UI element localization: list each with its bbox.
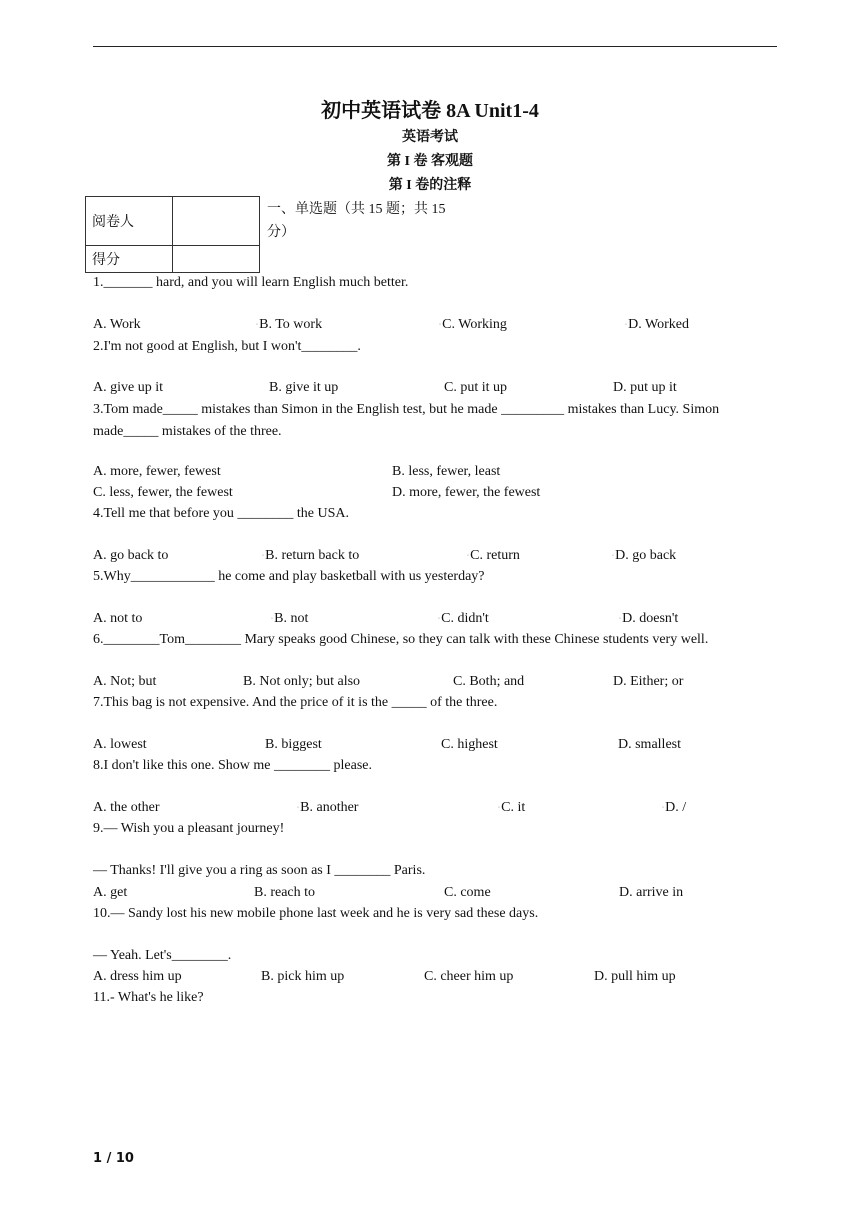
option: A. not to <box>93 611 143 626</box>
score-cell <box>173 246 260 273</box>
question-stem: 6.________Tom________ Mary speaks good Chinese, so they can talk with these Chinese students very well. <box>93 632 709 647</box>
question-stem: 1._______ hard, and you will learn English much better. <box>93 275 409 290</box>
reviewer-label: 阅卷人 <box>86 197 173 246</box>
option: B. give it up <box>269 380 339 395</box>
option: A. lowest <box>93 737 147 752</box>
radio-dot-icon: ◦ <box>662 804 665 811</box>
exam-subtitle: 英语考试 <box>402 130 458 145</box>
question-stem-reply: — Yeah. Let's________. <box>93 948 232 963</box>
option: A. dress him up <box>93 969 182 984</box>
option: C. come <box>444 885 491 900</box>
option: ◦C. it <box>498 800 526 815</box>
option: D. more, fewer, the fewest <box>392 485 541 500</box>
option: B. biggest <box>265 737 322 752</box>
radio-dot-icon: ◦ <box>612 552 615 559</box>
option: ◦D. go back <box>612 548 677 563</box>
question-stem-reply: — Thanks! I'll give you a ring as soon as I ________ Paris. <box>93 863 426 878</box>
score-table <box>85 196 260 273</box>
option: ◦B. return back to <box>262 548 360 563</box>
question-stem: 2.I'm not good at English, but I won't________. <box>93 339 361 354</box>
option: A. the other <box>93 800 160 815</box>
option: A. give up it <box>93 380 163 395</box>
part-heading: 第 I 卷 客观题 <box>387 154 473 169</box>
option: A. Work <box>93 317 141 332</box>
option: D. put up it <box>613 380 677 395</box>
option: ◦D. Worked <box>625 317 689 332</box>
part-notes-heading: 第 I 卷的注释 <box>388 178 472 193</box>
question-stem: 11.- What's he like? <box>93 990 204 1005</box>
page-number: 1 / 10 <box>93 1151 134 1166</box>
option: ◦C. Working <box>439 317 507 332</box>
question-stem: 10.— Sandy lost his new mobile phone last week and he is very sad these days. <box>93 906 539 921</box>
option: C. highest <box>441 737 498 752</box>
option: A. get <box>93 885 128 900</box>
radio-dot-icon: ◦ <box>256 321 259 328</box>
question-stem: 7.This bag is not expensive. And the price of it is the _____ of the three. <box>93 695 498 710</box>
option: D. smallest <box>618 737 681 752</box>
radio-dot-icon: ◦ <box>467 552 470 559</box>
radio-dot-icon: ◦ <box>439 321 442 328</box>
question-stem: 9.— Wish you a pleasant journey! <box>93 821 285 836</box>
question-stem: 3.Tom made_____ mistakes than Simon in the English test, but he made _________ mistakes than Lucy. Simon made_____ mistakes of the three. <box>93 402 720 439</box>
option: B. less, fewer, least <box>392 464 501 479</box>
radio-dot-icon: ◦ <box>619 615 622 622</box>
option: ◦B. To work <box>256 317 323 332</box>
header-rule <box>93 46 777 47</box>
option: ◦C. return <box>467 548 520 563</box>
option: B. reach to <box>254 885 316 900</box>
question-stem: 4.Tell me that before you ________ the USA. <box>93 506 350 521</box>
question-stem: 5.Why____________ he come and play basketball with us yesterday? <box>93 569 485 584</box>
section-heading: 一、单选题（共 15 题；共 15 分） <box>267 202 446 240</box>
radio-dot-icon: ◦ <box>625 321 628 328</box>
option: A. Not; but <box>93 674 157 689</box>
option: D. pull him up <box>594 969 676 984</box>
radio-dot-icon: ◦ <box>271 615 274 622</box>
radio-dot-icon: ◦ <box>262 552 265 559</box>
score-label: 得分 <box>86 246 173 273</box>
exam-title: 初中英语试卷 8A Unit1-4 <box>321 100 539 122</box>
option: A. go back to <box>93 548 169 563</box>
option: ◦D. / <box>662 800 687 815</box>
option: B. Not only; but also <box>243 674 361 689</box>
option: B. pick him up <box>261 969 345 984</box>
option: D. arrive in <box>619 885 684 900</box>
option: ◦B. not <box>271 611 309 626</box>
option: C. cheer him up <box>424 969 514 984</box>
option: ◦B. another <box>297 800 359 815</box>
reviewer-cell <box>173 197 260 246</box>
option: ◦C. didn't <box>438 611 489 626</box>
radio-dot-icon: ◦ <box>297 804 300 811</box>
radio-dot-icon: ◦ <box>438 615 441 622</box>
option: ◦D. doesn't <box>619 611 679 626</box>
question-stem: 8.I don't like this one. Show me ________ please. <box>93 758 372 773</box>
option: C. less, fewer, the fewest <box>93 485 233 500</box>
option: D. Either; or <box>613 674 684 689</box>
option: A. more, fewer, fewest <box>93 464 221 479</box>
radio-dot-icon: ◦ <box>498 804 501 811</box>
option: C. put it up <box>444 380 508 395</box>
option: C. Both; and <box>453 674 525 689</box>
